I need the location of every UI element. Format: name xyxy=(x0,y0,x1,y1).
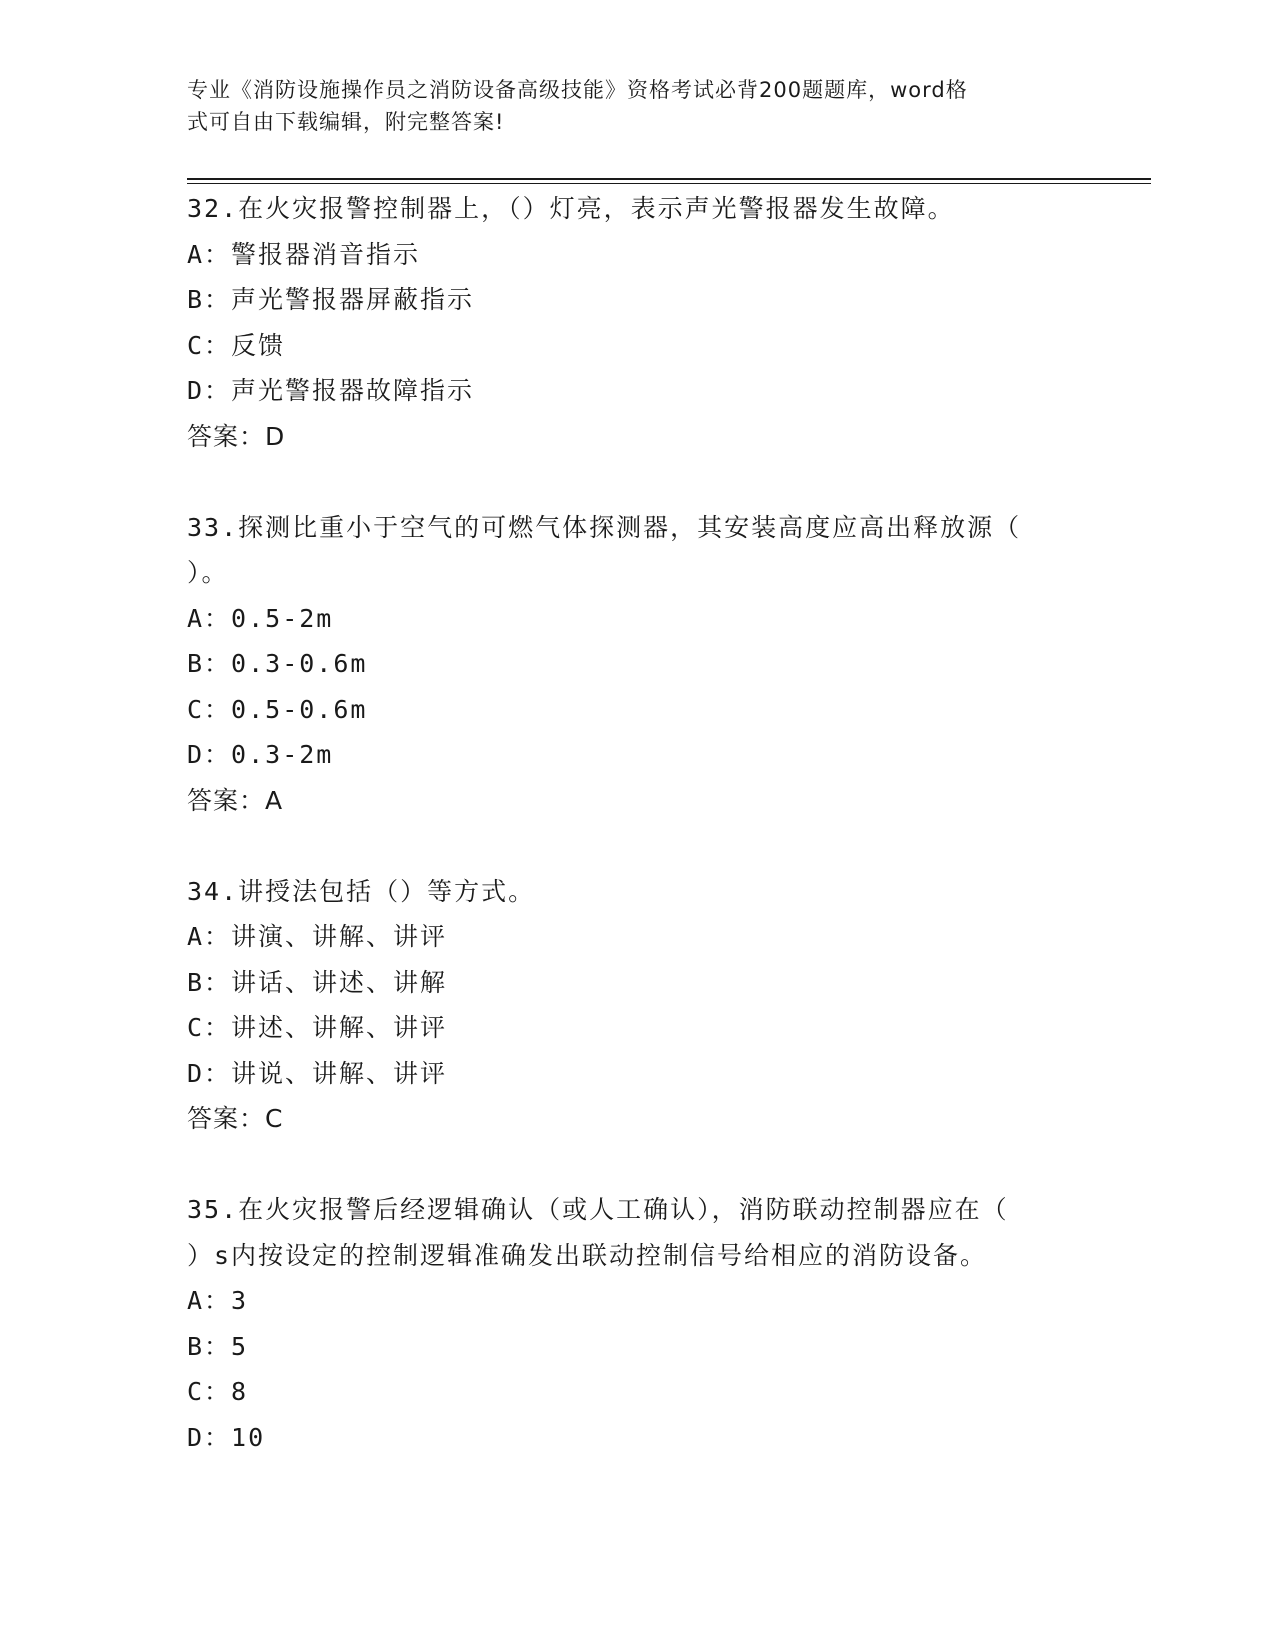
question-gap xyxy=(187,823,1087,869)
header-divider-thin xyxy=(187,183,1151,184)
option-d: D：0.3-2m xyxy=(187,740,334,769)
header-line-2: 式可自由下载编辑，附完整答案! xyxy=(187,110,505,134)
question-stem: 35.在火灾报警后经逻辑确认（或人工确认），消防联动控制器应在（ xyxy=(187,1195,1009,1224)
option-d: D：声光警报器故障指示 xyxy=(187,376,475,405)
option-d: D：讲说、讲解、讲评 xyxy=(187,1058,448,1088)
header-line-1: 专业《消防设施操作员之消防设备高级技能》资格考试必背200题题库，word格 xyxy=(187,78,968,102)
option-a: A：警报器消音指示 xyxy=(187,239,421,269)
option-a: A：0.5-2m xyxy=(187,603,334,633)
question-34 xyxy=(187,869,1087,1142)
question-gap xyxy=(187,1142,1087,1188)
option-b: B：讲话、讲述、讲解 xyxy=(187,967,448,997)
question-32 xyxy=(187,186,1087,459)
question-stem: 33.探测比重小于空气的可燃气体探测器，其安装高度应高出释放源（ xyxy=(187,512,1022,542)
question-stem: 34.讲授法包括（）等方式。 xyxy=(187,876,536,906)
option-b: B：声光警报器屏蔽指示 xyxy=(187,285,475,314)
answer-line: 答案：A xyxy=(187,785,284,815)
question-stem-continued: ）s内按设定的控制逻辑准确发出联动控制信号给相应的消防设备。 xyxy=(187,1240,988,1270)
question-stem-continued: ）。 xyxy=(187,558,229,587)
document-header xyxy=(187,74,1067,138)
question-gap xyxy=(187,459,1087,505)
question-33 xyxy=(187,505,1087,824)
question-35 xyxy=(187,1187,1087,1460)
question-stem: 32.在火灾报警控制器上，（）灯亮，表示声光警报器发生故障。 xyxy=(187,194,955,223)
question-list xyxy=(187,186,1087,1460)
option-c: C：0.5-0.6m xyxy=(187,694,368,724)
option-b: B：5 xyxy=(187,1331,249,1361)
answer-line: 答案：D xyxy=(187,421,286,451)
answer-line: 答案：C xyxy=(187,1104,284,1133)
option-a: A：3 xyxy=(187,1286,249,1315)
option-c: C：反馈 xyxy=(187,330,286,360)
option-d: D：10 xyxy=(187,1422,266,1452)
option-a: A：讲演、讲解、讲评 xyxy=(187,922,448,951)
option-c: C：讲述、讲解、讲评 xyxy=(187,1013,448,1042)
option-c: C：8 xyxy=(187,1377,249,1406)
option-b: B：0.3-0.6m xyxy=(187,649,368,678)
header-divider-thick xyxy=(187,178,1151,180)
